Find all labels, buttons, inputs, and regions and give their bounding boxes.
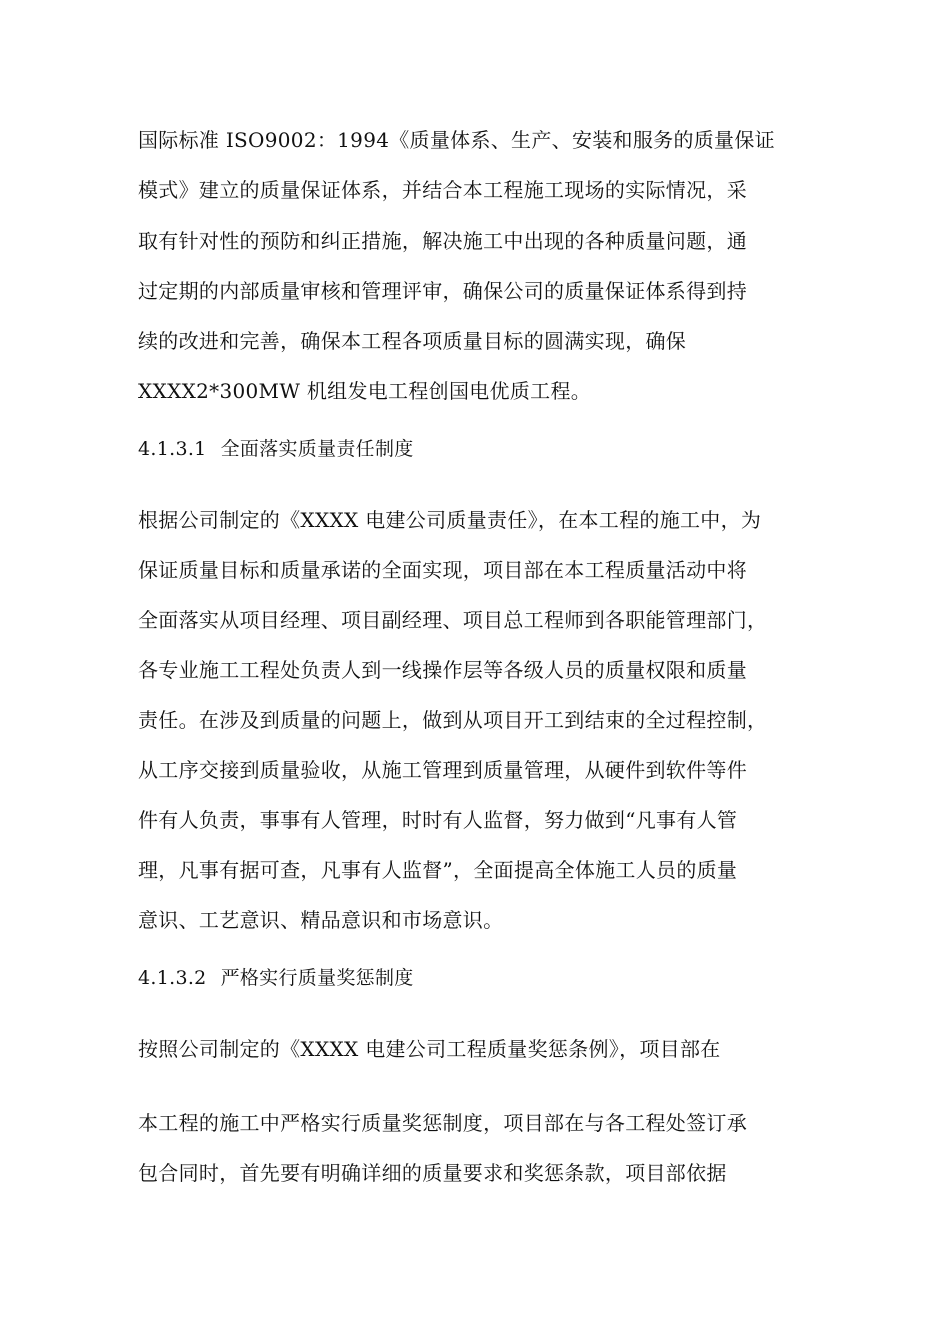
text-line: 保证质量目标和质量承诺的全面实现，项目部在本工程质量活动中将 [138, 558, 747, 582]
section-title: 严格实行质量奖惩制度 [220, 967, 414, 989]
text-line: 根据公司制定的《XXXX 电建公司质量责任》，在本工程的施工中，为 [138, 508, 762, 532]
section-title: 全面落实质量责任制度 [220, 438, 414, 460]
text-line: 全面落实从项目经理、项目副经理、项目总工程师到各职能管理部门， [138, 608, 768, 632]
text-line: XXXX2*300MW 机组发电工程创国电优质工程。 [138, 379, 592, 403]
section-heading-4-1-3-1 [138, 435, 414, 463]
text-line: 过定期的内部质量审核和管理评审，确保公司的质量保证体系得到持 [138, 279, 747, 303]
text-line: 国际标准 ISO9002：1994《质量体系、生产、安装和服务的质量保证 [138, 128, 775, 152]
section-number: 4.1.3.2 [138, 967, 207, 989]
text-line: 件有人负责，事事有人管理，时时有人监督，努力做到“凡事有人管 [138, 808, 738, 832]
text-line: 续的改进和完善，确保本工程各项质量目标的圆满实现，确保 [138, 329, 687, 353]
text-line: 意识、工艺意识、精品意识和市场意识。 [138, 908, 504, 932]
text-line: 取有针对性的预防和纠正措施，解决施工中出现的各种质量问题，通 [138, 229, 747, 253]
text-line: 按照公司制定的《XXXX 电建公司工程质量奖惩条例》，项目部在 [138, 1037, 721, 1061]
text-line: 模式》建立的质量保证体系，并结合本工程施工现场的实际情况，采 [138, 178, 747, 202]
text-line: 从工序交接到质量验收，从施工管理到质量管理，从硬件到软件等件 [138, 758, 747, 782]
section-heading-4-1-3-2 [138, 964, 414, 992]
text-line: 责任。在涉及到质量的问题上，做到从项目开工到结束的全过程控制， [138, 708, 768, 732]
text-line: 理，凡事有据可查，凡事有人监督”，全面提高全体施工人员的质量 [138, 858, 738, 882]
text-line: 本工程的施工中严格实行质量奖惩制度，项目部在与各工程处签订承 [138, 1111, 747, 1135]
text-line: 包合同时，首先要有明确详细的质量要求和奖惩条款，项目部依据 [138, 1161, 727, 1185]
text-line: 各专业施工工程处负责人到一线操作层等各级人员的质量权限和质量 [138, 658, 747, 682]
section-number: 4.1.3.1 [138, 438, 207, 460]
